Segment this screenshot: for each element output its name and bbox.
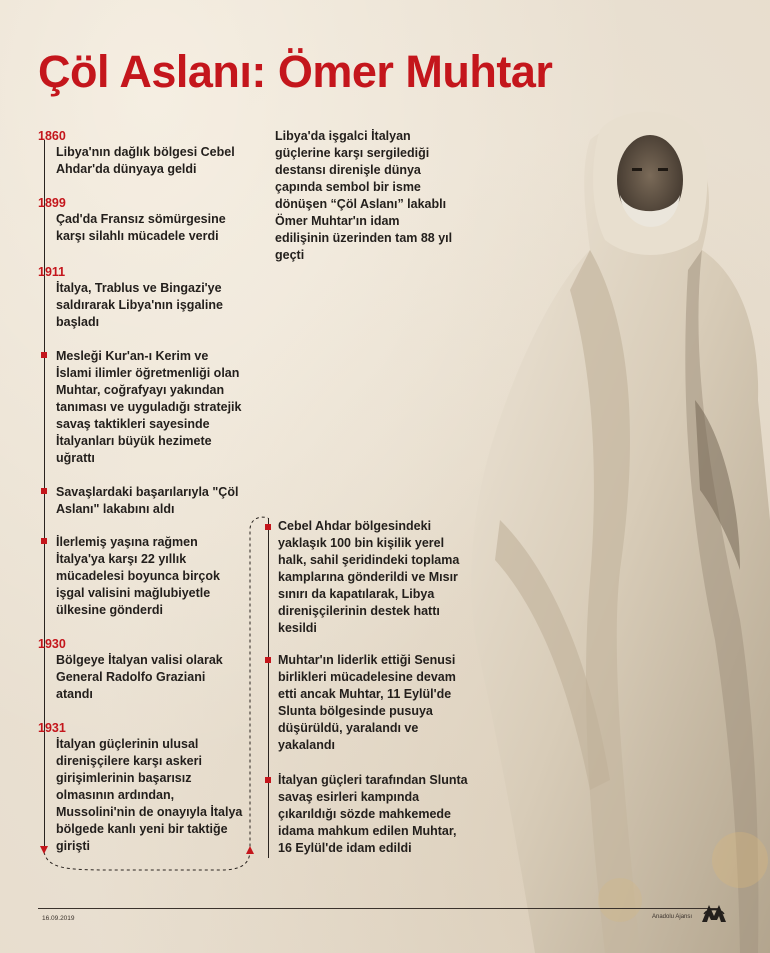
timeline-text: Mesleği Kur'an-ı Kerim ve İslami ilimler öğretmenliği olan Muhtar, coğrafyayı yakından tanıması ve uyguladığı stratejik savaş taktikleri sayesinde İtalyanları büyük hezimete uğrattı (56, 349, 242, 465)
timeline-year: 1930 (38, 637, 66, 651)
footer-agency: Anadolu Ajansı (652, 914, 693, 920)
right-timeline-text: Muhtar'ın liderlik ettiği Senusi birlikleri mücadelesine devam etti ancak Muhtar, 11 Eylül'de Slunta bölgesinde pusuya düşürüldü, yaralandı ve yakalandı (278, 653, 456, 752)
intro-text: Libya'da işgalci İtalyan güçlerine karşı sergilediği destansı direnişle dünya çapında sembol bir isme dönüşen “Çöl Aslanı” lakablı Ömer Muhtar'ın idam edilişinin üzerinden tam 88 yıl geçti (275, 129, 453, 262)
timeline-year: 1911 (38, 265, 66, 279)
timeline-year: 1860 (38, 129, 66, 143)
timeline-year: 1899 (38, 196, 66, 210)
footer-divider (38, 908, 718, 909)
right-timeline-text: İtalyan güçleri tarafından Slunta savaş esirleri kampında çıkarıldığı sözde mahkemede idama mahkum edilen Muhtar, 16 Eylül'de idam edildi (278, 773, 468, 855)
timeline-text: İlerlemiş yaşına rağmen İtalya'ya karşı 22 yıllık mücadelesi boyunca birçok işgal valisini mağlubiyetle ülkesine gönderdi (56, 535, 220, 617)
aa-logo-icon (700, 902, 728, 924)
right-timeline-text: Cebel Ahdar bölgesindeki yaklaşık 100 bin kişilik yerel halk, sahil şeridindeki toplama kamplarına gönderildi ve Mısır sınırı da kapatılarak, Libya direnişçilerinin destek hattı kesildi (278, 519, 460, 635)
timeline-text: Çad'da Fransız sömürgesine karşı silahlı mücadele verdi (56, 212, 226, 243)
timeline-year: 1931 (38, 721, 66, 735)
timeline-text: İtalyan güçlerinin ulusal direnişçilere karşı askeri girişimlerinin başarısız olmasının ardından, Mussolini'nin de onayıyla İtalya bölgede kanlı yeni bir taktiğe girişti (56, 737, 243, 853)
page-title: Çöl Aslanı: Ömer Muhtar (38, 46, 553, 97)
footer-date: 16.09.2019 (42, 915, 75, 922)
timeline-text: Savaşlardaki başarılarıyla "Çöl Aslanı" lakabını aldı (56, 485, 239, 516)
timeline-text: Libya'nın dağlık bölgesi Cebel Ahdar'da dünyaya geldi (56, 145, 235, 176)
timeline-text: Bölgeye İtalyan valisi olarak General Radolfo Graziani atandı (56, 653, 223, 701)
timeline-text: İtalya, Trablus ve Bingazi'ye saldırarak Libya'nın işgaline başladı (56, 281, 223, 329)
